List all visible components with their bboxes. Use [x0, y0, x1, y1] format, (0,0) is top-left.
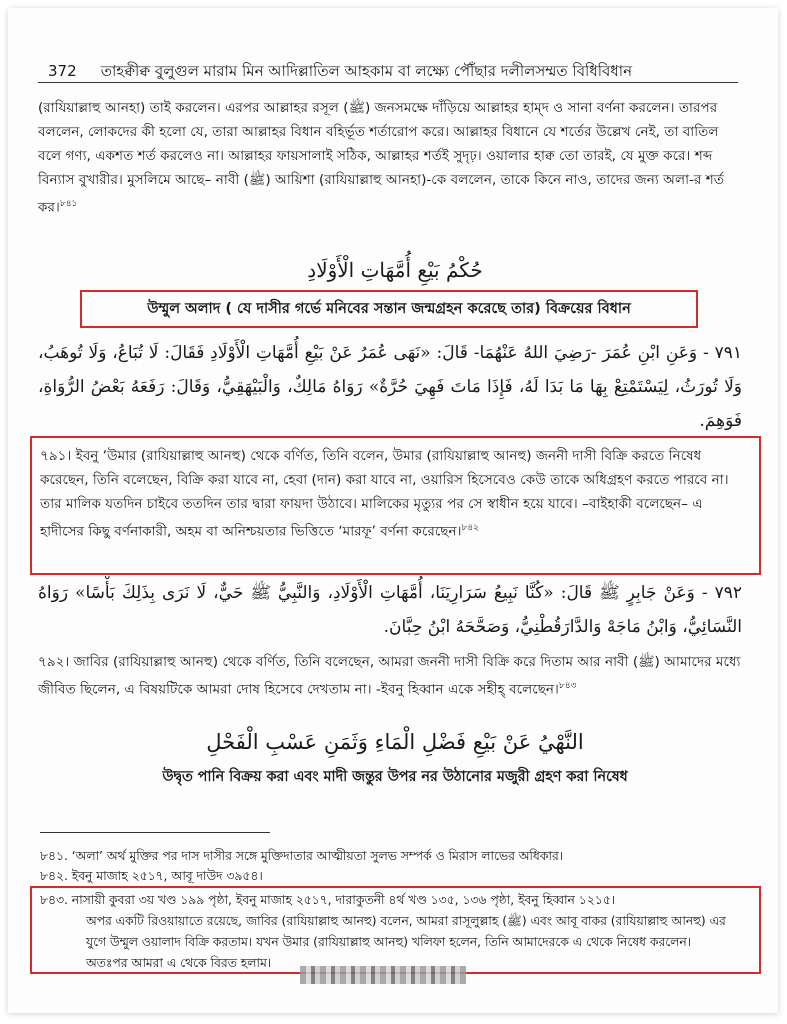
footnote-ref-841: ৮৪১ — [59, 199, 78, 209]
hadith-792-bengali-text: ৭৯২। জাবির (রাযিয়াল্লাহু আনহু) থেকে বর্ণিত, তিনি বলেছেন, আমরা জননী দাসী বিক্রি করে দিতাম আর নাবী (ﷺ) আমাদের মধ্যে জীবিত ছিলেন, এ বিষয়টিকে আমরা দোষ হিসেবে দেখতাম না। -ইবনু হিব্বান একে সহীহ্ বলেছেন। — [38, 654, 741, 698]
paragraph-top — [38, 96, 742, 220]
footnote-842: ৮৪২. ইবনু মাজাহ ২৫১৭, আবূ দাউদ ৩৯৫৪। — [40, 869, 263, 883]
section2-arabic-title: النَّهْيُ عَنْ بَيْعِ فَضْلِ الْمَاءِ وَثَمَنِ عَسْبِ الْفَحْلِ — [206, 730, 584, 754]
running-title: তাহক্বীক্ব বুলুগুল মারাম মিন আদিল্লাতিল আহকাম বা লক্ষ্যে পৌঁছার দলীলসম্মত বিধিবিধান — [100, 62, 633, 80]
footnote-841: ৮৪১. ‘অলা’ অর্থ মুক্তির পর দাস দাসীর সঙ্গে মুক্তিদাতার আত্মীয়তা সুলভ সম্পর্ক ও মিরাস লাভের অধিকার। — [40, 849, 564, 863]
section1-arabic-title: حُكْمُ بَيْعِ أُمَّهَاتِ الْأَوْلَادِ — [307, 258, 483, 282]
footnote-843-continuation: অপর একটি রিওয়ায়াতে রয়েছে, জাবির (রাযিয়াল্লাহু আনহু) বলেন, আমরা রাসূলুল্লাহ (ﷺ) এবং আবূ বাকর (রাযিয়াল্লাহু আনহু) এর যুগে উম্মুল ওয়ালাদ বিক্রি করতাম। যখন উমার (রাযিয়াল্লাহু আনহু) খলিফা হলেন, তিনি আমাদেরকে এ থেকে নিষেধ করলেন। অতঃপর আমরা এ থেকে বিরত হলাম। — [86, 914, 726, 970]
footnote-ref-842: ৮৪২ — [461, 523, 480, 533]
section2-title: উদ্বৃত পানি বিক্রয় করা এবং মাদী জন্তুর উপর নর উঠানোর মজুরী গ্রহণ করা নিষেধ — [162, 769, 628, 785]
footnote-843: ৮৪৩. নাসায়ী কুবরা ৩য় খণ্ড ১৯৯ পৃষ্ঠা, ইবনু মাজাহ ২৫১৭, দারাকুতনী ৪র্থ খণ্ড ১৩৫, ১৩৬ পৃষ্ঠা, ইবনু হিব্বান ১২১৫। — [40, 893, 616, 907]
paragraph-top-text: (রাযিয়াল্লাহু আনহা) তাই করলেন। এরপর আল্লাহর রসূল (ﷺ) জনসমক্ষে দাঁড়িয়ে আল্লাহর হাম্‌দ ও সানা বর্ণনা করলেন। তারপর বললেন, লোকদের কী হলো যে, তারা আল্লাহর বিধান বহির্ভূত শর্তারোপ করে। আল্লাহর বিধানে যে শর্তের উল্লেখ নেই, তা বাতিল বলে গণ্য, একশত শর্ত করলেও না। আল্লাহর ফায়সালাই সঠিক, আল্লাহর শর্তই সুদৃঢ়। ওয়ালার হাক্ব তো তারই, যে মুক্ত করে। শব্দ বিন্যাস বুখারীর। মুসলিমে আছে– নাবী (ﷺ) আয়িশা (রাযিয়াল্লাহু আনহা)-কে বললেন, তাকে কিনে নাও, তাদের জন্য অলা-র শর্ত কর। — [38, 100, 724, 216]
hadith-791-bengali — [40, 444, 744, 544]
hadith-791-bengali-text: ৭৯১। ইবনু ‘উমার (রাযিয়াল্লাহু আনহু) থেকে বর্ণিত, তিনি বলেন, উমার (রাযিয়াল্লাহু আনহু) জননী দাসী বিক্রি করতে নিষেধ করেছেন, তিনি বলেছেন, বিক্রি করা যাবে না, হেবা (দান) করা যাবে না, ওয়ারিস হিসেবেও কেউ তাকে অধিগ্রহণ করতে পারবে না। তার মালিক যতদিন চাইবে ততদিন তার দ্বারা ফায়দা উঠাবে। মালিকের মৃত্যুর পর সে স্বাধীন হয়ে যাবে। –বাইহাকী বলেছেন– এ হাদীসের কিছু বর্ণনাকারী, অহম বা অনিশ্চয়তার ভিত্তিতে ‘মারফূ’ বর্ণনা করেছেন। — [40, 448, 729, 540]
footnote-ref-843: ৮৪৩ — [558, 681, 577, 691]
section1-title: উম্মুল অলাদ ( যে দাসীর গর্ভে মনিবের সন্তান জন্মগ্রহন করেছে তার) বিক্রয়ের বিধান — [147, 301, 631, 317]
redacted-watermark — [300, 966, 466, 984]
footnote-rule — [40, 832, 270, 833]
hadith-792-bengali — [38, 650, 742, 702]
hadith-792-arabic: ٧٩٢ - وَعَنْ جَابِرٍ ﷺ قَالَ: «كُنَّا نَبِيعُ سَرَارِيَنَا، أُمَّهَاتِ الْأَوْلَادِ، وَالنَّبِيُّ ﷺ حَيٌّ، لَا نَرَى بِذَلِكَ بَأْسًا» رَوَاهُ النَّسَائِيُّ، وَابْنُ مَاجَهْ وَالدَّارَقُطْنِيُّ، وَصَحَّحَهُ ابْنُ حِبَّانَ. — [38, 583, 742, 637]
hadith-791-arabic: ٧٩١ - وَعَنِ ابْنِ عُمَرَ -رَضِيَ اللهُ عَنْهُمَا- قَالَ: «نَهَى عُمَرُ عَنْ بَيْعِ أُمَّهَاتِ الْأَوْلَادِ فَقَالَ: لَا تُبَاعُ، وَلَا تُوهَبُ، وَلَا تُورَثُ، لِيَسْتَمْتِعْ بِهَا مَا بَدَا لَهُ، فَإِذَا مَاتَ فَهِيَ حُرَّةٌ» رَوَاهُ مَالِكٌ، وَالْبَيْهَقِيُّ، وَقَالَ: رَفَعَهُ بَعْضُ الرُّوَاةِ، فَوَهِمَ. — [38, 343, 742, 431]
header-rule — [38, 82, 738, 83]
page-number: 372 — [48, 62, 77, 80]
